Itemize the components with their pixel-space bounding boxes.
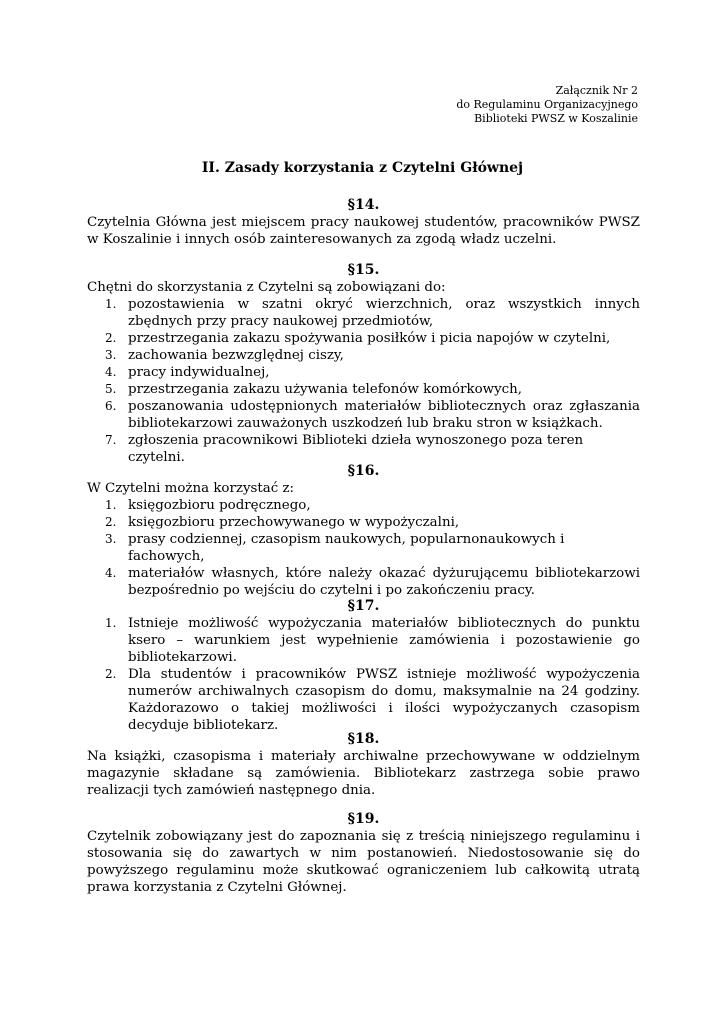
section-intro: W Czytelni można korzystać z: xyxy=(87,481,295,496)
list-item-text: zachowania bezwzględnej ciszy, xyxy=(128,348,344,363)
header-line-3: Biblioteki PWSZ w Koszalinie xyxy=(474,112,638,125)
section-16 xyxy=(87,463,640,599)
list-item-number: 5. xyxy=(105,382,117,396)
numbered-list xyxy=(87,615,640,734)
list-item xyxy=(87,296,640,330)
list-item-text: zgłoszenia pracownikowi Biblioteki dzieła wynoszonego poza teren czytelni. xyxy=(128,433,584,465)
list-item-text: poszanowania udostępnionych materiałów bibliotecznych oraz zgłaszania bibliotekarzowi zauważonych uszkodzeń lub braku stron w książkach. xyxy=(128,399,640,431)
list-item xyxy=(87,364,640,381)
section-text: Na książki, czasopisma i materiały archiwalne przechowywane w oddzielnym magazynie składane są zamówienia. Bibliotekarz zastrzega sobie prawo realizacji tych zamówień następnego dnia. xyxy=(87,749,640,798)
numbered-list xyxy=(87,296,640,466)
list-item-text: pozostawienia w szatni okryć wierzchnich, oraz wszystkich innych zbędnych przy pracy naukowej przedmiotów, xyxy=(128,297,640,329)
section-18 xyxy=(87,731,640,799)
list-item-number: 3. xyxy=(105,532,117,546)
section-number: §17. xyxy=(347,598,380,614)
list-item-number: 4. xyxy=(105,365,117,379)
header-line-2: do Regulaminu Organizacyjnego xyxy=(456,98,638,111)
list-item xyxy=(87,666,640,734)
list-item-text: księgozbioru przechowywanego w wypożyczalni, xyxy=(128,515,460,530)
list-item xyxy=(87,347,640,364)
section-17 xyxy=(87,598,640,734)
list-item-text: Dla studentów i pracowników PWSZ istnieje możliwość wypożyczenia numerów archiwalnych czasopism do domu, maksymalnie na 24 godziny. Każdorazowo o takiej możliwości i ilości wypożyczanych czasopism decyduje bibliotekarz. xyxy=(128,667,640,733)
section-number: §18. xyxy=(347,731,380,747)
list-item-text: pracy indywidualnej, xyxy=(128,365,270,380)
list-item-number: 7. xyxy=(105,433,117,447)
section-intro: Chętni do skorzystania z Czytelni są zobowiązani do: xyxy=(87,280,446,295)
list-item-text: przestrzegania zakazu używania telefonów komórkowych, xyxy=(128,382,523,397)
list-item-number: 2. xyxy=(105,667,117,681)
section-14 xyxy=(87,197,640,248)
section-19 xyxy=(87,811,640,896)
list-item xyxy=(87,497,640,514)
section-number: §15. xyxy=(347,262,380,278)
list-item xyxy=(87,531,640,565)
list-item-number: 4. xyxy=(105,566,117,580)
list-item xyxy=(87,615,640,666)
header-line-1: Załącznik Nr 2 xyxy=(555,84,638,97)
document-title: II. Zasady korzystania z Czytelni Głównej xyxy=(201,160,524,176)
list-item xyxy=(87,514,640,531)
list-item-number: 1. xyxy=(105,498,117,512)
list-item-number: 6. xyxy=(105,399,117,413)
list-item xyxy=(87,398,640,432)
list-item-number: 1. xyxy=(105,297,117,311)
list-item-text: księgozbioru podręcznego, xyxy=(128,498,311,513)
list-item-text: przestrzegania zakazu spożywania posiłków i picia napojów w czytelni, xyxy=(128,331,611,346)
section-number: §19. xyxy=(347,811,380,827)
list-item-number: 1. xyxy=(105,616,117,630)
list-item xyxy=(87,381,640,398)
list-item-text: Istnieje możliwość wypożyczania materiałów bibliotecznych do punktu ksero – warunkiem jest wypełnienie zamówienia i pozostawienie go bibliotekarzowi. xyxy=(128,616,640,665)
list-item xyxy=(87,432,640,466)
section-text: Czytelnia Główna jest miejscem pracy naukowej studentów, pracowników PWSZ w Koszalinie i innych osób zainteresowanych za zgodą władz uczelni. xyxy=(87,215,640,247)
section-number: §14. xyxy=(347,197,380,213)
list-item xyxy=(87,330,640,347)
list-item-number: 2. xyxy=(105,331,117,345)
section-number: §16. xyxy=(347,463,380,479)
list-item-number: 2. xyxy=(105,515,117,529)
list-item xyxy=(87,565,640,599)
list-item-text: materiałów własnych, które należy okazać dyżurującemu bibliotekarzowi bezpośrednio po wejściu do czytelni i po zakończeniu pracy. xyxy=(128,566,640,598)
attachment-header xyxy=(456,84,638,126)
list-item-text: prasy codziennej, czasopism naukowych, popularnonaukowych i fachowych, xyxy=(128,532,565,564)
list-item-number: 3. xyxy=(105,348,117,362)
section-15 xyxy=(87,262,640,466)
numbered-list xyxy=(87,497,640,599)
section-text: Czytelnik zobowiązany jest do zapoznania się z treścią niniejszego regulaminu i stosowania się do zawartych w nim postanowień. Niedostosowanie się do powyższego regulaminu może skutkować ograniczeniem lub całkowitą utratą prawa korzystania z Czytelni Głównej. xyxy=(87,829,640,895)
